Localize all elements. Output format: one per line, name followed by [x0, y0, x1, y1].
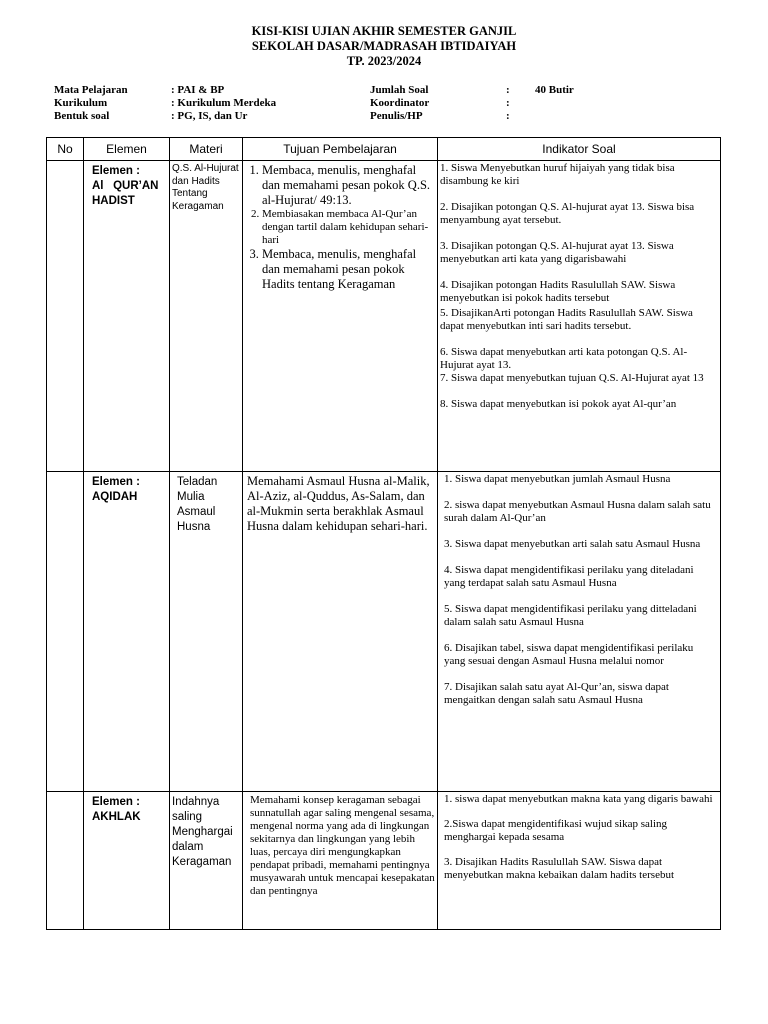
kisi-kisi-table: [46, 137, 721, 930]
indikator-item: 4. Siswa dapat mengidentifikasi perilaku yang diteladani yang terdapat salah satu Asmaul Husna: [444, 564, 694, 589]
indikator-item: 4. Disajikan potongan Hadits Rasulullah SAW. Siswa menyebutkan isi pokok hadits tersebut: [440, 279, 676, 304]
doc-title-line2: SEKOLAH DASAR/MADRASAH IBTIDAIYAH: [251, 39, 517, 53]
indikator-item: 5. Siswa dapat mengidentifikasi perilaku yang ditteladani dalam salah satu Asmaul Husna: [444, 603, 697, 628]
cell-indikator: [438, 472, 721, 792]
meta-label: Koordinator: [370, 97, 430, 109]
cell-tujuan: Memahami konsep keragaman sebagai sunnatullah agar saling mengenal sesama, mengenal norma yang ada di lingkungan sekitarnya dan lingkungan yang lebih luas, percaya diri mengungkapkan pendapat pribadi, memahami pentingnya musyawarah untuk mencapai kesepakatan dan pentingnya: [243, 792, 438, 930]
elemen-name: HADIST: [92, 195, 135, 207]
cell-indikator: [438, 161, 721, 472]
header-no: No: [47, 138, 84, 161]
indikator-item: 1. siswa dapat menyebutkan makna kata yang digaris bawahi: [444, 793, 713, 805]
meta-label: Penulis/HP: [370, 110, 423, 122]
meta-label: Bentuk soal: [54, 110, 110, 122]
elemen-label: Elemen :: [92, 796, 140, 808]
indikator-item: 8. Siswa dapat menyebutkan isi pokok ayat Al-qur’an: [440, 398, 677, 410]
meta-value: 40 Butir: [535, 84, 574, 96]
cell-materi: Q.S. Al-Hujurat dan Hadits Tentang Keragaman: [170, 161, 243, 472]
elemen-name: AQIDAH: [92, 491, 138, 503]
elemen-name: AKHLAK: [92, 811, 141, 823]
doc-title-line3: TP. 2023/2024: [346, 54, 422, 68]
table-row: [47, 472, 721, 792]
header-indikator: Indikator Soal: [438, 138, 721, 161]
table-row: [47, 792, 721, 930]
meta-colon: :: [506, 97, 510, 109]
cell-no: [47, 792, 84, 930]
doc-title-line1: KISI-KISI UJIAN AKHIR SEMESTER GANJIL: [251, 24, 517, 38]
indikator-item: 1. Siswa Menyebutkan huruf hijaiyah yang tidak bisa disambung ke kiri: [440, 162, 675, 187]
cell-materi: Indahnya saling Menghargai dalam Keragaman: [170, 792, 243, 930]
header-elemen: Elemen: [84, 138, 170, 161]
cell-elemen: [84, 792, 170, 930]
cell-elemen: [84, 472, 170, 792]
indikator-item: 6. Siswa dapat menyebutkan arti kata potongan Q.S. Al-Hujurat ayat 13.: [440, 346, 688, 371]
elemen-label: Elemen :: [92, 165, 140, 177]
meta-value: : PG, IS, dan Ur: [171, 110, 248, 122]
cell-no: [47, 472, 84, 792]
meta-value: : PAI & BP: [171, 84, 225, 96]
tujuan-item: 1. Membaca, menulis, menghafal dan memahami pesan pokok Q.S. al-Hujurat/ 49:13.: [262, 163, 435, 208]
indikator-item: 7. Siswa dapat menyebutkan tujuan Q.S. Al-Hujurat ayat 13: [440, 372, 704, 384]
indikator-item: 2.Siswa dapat mengidentifikasi wujud sikap saling menghargai kepada sesama: [444, 818, 668, 843]
indikator-item: 3. Disajikan Hadits Rasulullah SAW. Siswa dapat menyebutkan makna kebaikan dalam hadits tersebut: [444, 856, 675, 881]
cell-indikator: [438, 792, 721, 930]
meta-left: [54, 84, 276, 123]
meta-right: [370, 84, 574, 123]
indikator-item: 3. Siswa dapat menyebutkan arti salah satu Asmaul Husna: [444, 538, 701, 550]
table-row: [47, 161, 721, 472]
cell-tujuan: [243, 161, 438, 472]
cell-no: [47, 161, 84, 472]
meta-label: Kurikulum: [54, 97, 108, 109]
cell-materi: Teladan Mulia Asmaul Husna: [170, 472, 243, 792]
meta-value: : Kurikulum Merdeka: [171, 97, 277, 109]
tujuan-item: 3. Membaca, menulis, menghafal dan memahami pesan pokok Hadits tentang Keragaman: [262, 247, 435, 292]
indikator-item: 5. DisajikanArti potongan Hadits Rasulullah SAW. Siswa dapat menyebutkan inti sari hadits tersebut.: [440, 307, 693, 332]
header-tujuan: Tujuan Pembelajaran: [243, 138, 438, 161]
meta-label: Jumlah Soal: [370, 84, 429, 96]
table-header-row: [47, 138, 721, 161]
indikator-item: 1. Siswa dapat menyebutkan jumlah Asmaul Husna: [444, 473, 671, 485]
meta-colon: :: [506, 110, 510, 122]
indikator-item: 3. Disajikan potongan Q.S. Al-hujurat ayat 13. Siswa menyebutkan arti kata yang digarisbawahi: [440, 240, 674, 265]
indikator-item: 7. Disajikan salah satu ayat Al-Qur’an, siswa dapat mengaitkan dengan salah satu Asmaul Husna: [444, 681, 669, 706]
meta-colon: :: [506, 84, 510, 96]
cell-elemen: [84, 161, 170, 472]
indikator-item: 2. Disajikan potongan Q.S. Al-hujurat ayat 13. Siswa bisa menyambung ayat tersebut.: [440, 201, 695, 226]
indikator-item: 2. siswa dapat menyebutkan Asmaul Husna dalam salah satu surah dalam Al-Qur’an: [444, 499, 711, 524]
header-materi: Materi: [170, 138, 243, 161]
indikator-item: 6. Disajikan tabel, siswa dapat mengidentifikasi perilaku yang sesuai dengan Asmaul Husna melalui nomor: [444, 642, 694, 667]
elemen-label: Elemen :: [92, 476, 140, 488]
elemen-name: Al QUR’AN: [92, 180, 159, 192]
meta-label: Mata Pelajaran: [54, 84, 128, 96]
cell-tujuan: Memahami Asmaul Husna al-Malik, Al-Aziz, al-Quddus, As-Salam, dan al-Mukmin serta berakhlak Asmaul Husna dalam kehidupan sehari-hari.: [243, 472, 438, 792]
tujuan-item: 2. Membiasakan membaca Al-Qur’an dengan tartil dalam kehidupan seharihari: [262, 208, 435, 247]
